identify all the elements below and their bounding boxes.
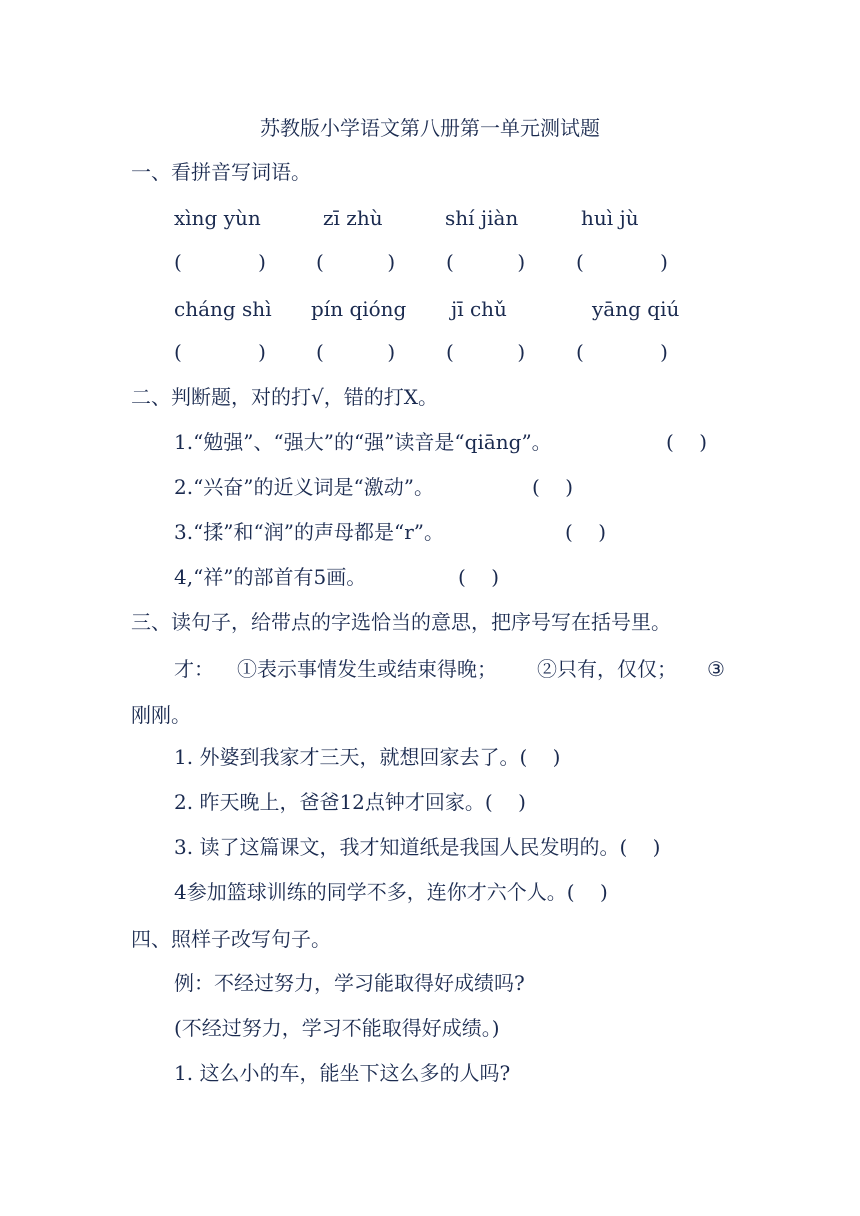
pinyin-3: shí jiàn [445, 206, 519, 230]
definition-3: 刚刚。 [131, 703, 191, 727]
definition-2: ②只有，仅仅； [537, 657, 677, 681]
example-answer: (不经过努力，学习不能取得好成绩。) [174, 1016, 500, 1040]
answer-bracket[interactable]: ( ) [565, 520, 607, 544]
answer-blank[interactable]: ( ) [576, 250, 668, 274]
sentence-item: 1. 外婆到我家才三天，就想回家去了。( ) [174, 745, 561, 769]
judge-item-text: 3.“揉”和“润”的声母都是“r”。 [174, 520, 444, 544]
pinyin-7: jī chǔ [451, 297, 507, 321]
answer-bracket[interactable]: ( ) [458, 565, 500, 589]
rewrite-item: 1. 这么小的车，能坐下这么多的人吗? [174, 1061, 511, 1085]
section2-heading: 二、判断题，对的打√，错的打X。 [131, 385, 438, 409]
definition-1: ①表示事情发生或结束得晚； [237, 657, 497, 681]
sentence-item: 2. 昨天晚上，爸爸12点钟才回家。( ) [174, 790, 526, 814]
section4-heading: 四、照样子改写句子。 [131, 927, 331, 951]
pinyin-8: yāng qiú [592, 297, 680, 321]
answer-blank[interactable]: ( ) [576, 340, 668, 364]
sentence-item: 3. 读了这篇课文，我才知道纸是我国人民发明的。( ) [174, 835, 661, 859]
answer-blank[interactable]: ( ) [174, 340, 266, 364]
answer-blank[interactable]: ( ) [446, 340, 526, 364]
answer-blank[interactable]: ( ) [446, 250, 526, 274]
answer-blank[interactable]: ( ) [174, 250, 266, 274]
judge-item-text: 4,“祥”的部首有5画。 [174, 565, 367, 589]
section1-heading: 一、看拼音写词语。 [131, 160, 311, 184]
pinyin-1: xìng yùn [174, 206, 261, 230]
definition-3-marker: ③ [707, 657, 725, 681]
definition-label: 才： [174, 657, 214, 681]
section3-heading: 三、读句子，给带点的字选恰当的意思，把序号写在括号里。 [131, 610, 671, 634]
answer-blank[interactable]: ( ) [316, 340, 396, 364]
judge-item-text: 1.“勉强”、“强大”的“强”读音是“qiāng”。 [174, 430, 552, 454]
pinyin-4: huì jù [581, 206, 639, 230]
sentence-item: 4参加篮球训练的同学不多，连你才六个人。( ) [174, 880, 608, 904]
pinyin-5: cháng shì [174, 297, 272, 321]
pinyin-2: zī zhù [323, 206, 383, 230]
answer-blank[interactable]: ( ) [316, 250, 396, 274]
document-title: 苏教版小学语文第八册第一单元测试题 [260, 116, 600, 140]
example-question: 例：不经过努力，学习能取得好成绩吗? [174, 971, 525, 995]
pinyin-6: pín qióng [311, 297, 407, 321]
judge-item-text: 2.“兴奋”的近义词是“激动”。 [174, 475, 434, 499]
answer-bracket[interactable]: ( ) [666, 430, 708, 454]
answer-bracket[interactable]: ( ) [532, 475, 574, 499]
